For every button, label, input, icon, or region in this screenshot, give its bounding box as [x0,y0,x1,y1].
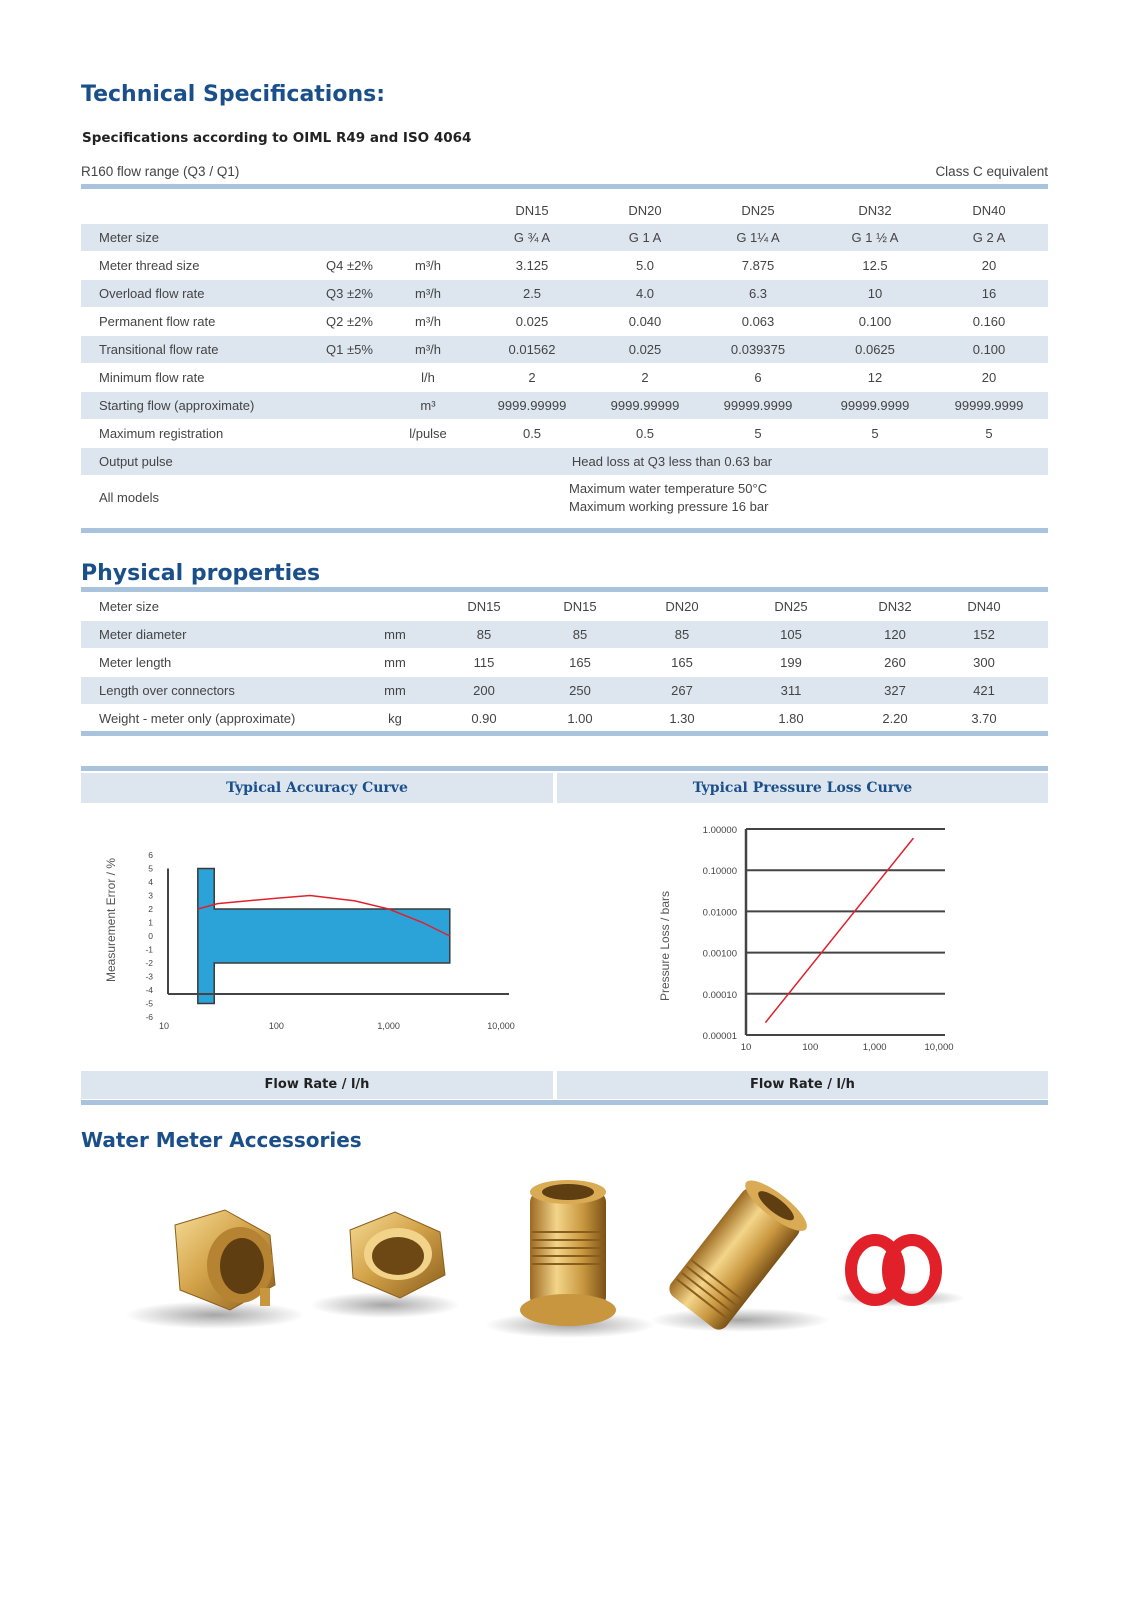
phys-cell: 85 [674,627,690,642]
spec-row-label: Minimum flow rate [99,370,205,385]
accuracy-y-tick: 4 [148,877,153,887]
spec-cell: G 1 ½ A [851,230,899,245]
pressure-x-tick: 1,000 [862,1042,887,1053]
phys-row-label: Length over connectors [99,683,235,698]
spec-row-label: Transitional flow rate [99,342,219,357]
spec-row-unit: m³/h [415,314,441,329]
accuracy-y-tick: -1 [145,944,153,955]
spec-cell: 16 [981,286,997,301]
max-temperature-note: Maximum water temperature 50°C [569,481,768,496]
meter-size-label: Meter size [99,599,159,614]
phys-col-header: DN15 [467,599,501,614]
spec-cell: 3.125 [515,258,549,273]
phys-cell: 1.00 [567,711,593,726]
col-header-dn32: DN32 [858,203,892,218]
accuracy-y-tick: -6 [145,1012,153,1022]
spec-row-label: Permanent flow rate [99,314,216,329]
spec-cell: 99999.9999 [723,398,793,413]
divider [81,587,1048,592]
phys-cell: 267 [671,683,693,698]
accuracy-x-tick: 10 [158,1021,170,1031]
phys-col-header: DN32 [878,599,912,614]
phys-cell: 120 [884,627,906,642]
phys-cell: 200 [473,683,495,698]
accuracy-x-tick: 100 [268,1021,284,1031]
phys-cell: 165 [671,655,693,670]
head-loss-note: Head loss at Q3 less than 0.63 bar [571,454,773,469]
spec-cell: 0.040 [628,314,662,329]
phys-col-header: DN25 [774,599,808,614]
spec-row-label: Overload flow rate [99,286,205,301]
spec-cell: G ¾ A [513,230,551,245]
accuracy-y-tick: 3 [148,890,153,901]
divider [81,731,1048,736]
phys-row-unit: mm [384,627,406,642]
accuracy-y-tick: -2 [145,958,153,968]
phys-cell: 250 [569,683,591,698]
accuracy-chart-title: Typical Accuracy Curve [81,773,553,803]
pressure-y-tick: 0.00100 [702,948,737,960]
phys-row-unit: kg [388,711,402,726]
pressure-chart-title: Typical Pressure Loss Curve [557,773,1048,803]
accuracy-y-tick: 6 [148,850,153,860]
spec-row [81,336,1048,363]
pressure-y-tick: 0.01000 [702,907,737,919]
spec-cell: 5 [871,426,879,441]
phys-cell: 199 [780,655,802,670]
phys-row-unit: mm [384,655,406,670]
spec-row-accuracy: Q1 ±5% [326,342,373,357]
red-washers-icon [835,1240,965,1307]
all-models-row [81,478,1048,522]
spec-row-unit: l/pulse [409,426,447,441]
spec-row-unit: m³ [420,398,436,413]
col-header-dn40: DN40 [972,203,1006,218]
spec-cell: 9999.99999 [497,398,567,413]
spec-cell: 2.5 [522,286,542,301]
section-title-accessories: Water Meter Accessories [81,1128,362,1152]
spec-cell: 99999.9999 [840,398,910,413]
spec-row [81,252,1048,279]
pressure-y-label: Pressure Loss / bars [658,890,672,1002]
pressure-curve [765,838,913,1023]
spec-row-label: Starting flow (approximate) [99,398,255,413]
phys-cell: 260 [884,655,906,670]
spec-cell: 0.025 [515,314,549,329]
pressure-x-label: Flow Rate / l/h [557,1071,1048,1099]
spec-cell: 0.063 [741,314,775,329]
phys-col-header: DN40 [967,599,1001,614]
section-title-physical-properties: Physical properties [81,561,321,586]
spec-cell: 20 [981,258,997,273]
phys-cell: 0.90 [471,711,497,726]
phys-cell: 85 [572,627,588,642]
phys-cell: 165 [569,655,591,670]
spec-cell: 0.5 [522,426,542,441]
accuracy-y-label: Measurement Error / % [104,857,118,983]
spec-row [81,392,1048,419]
spec-row-unit: m³/h [415,286,441,301]
output-pulse-label: Output pulse [99,454,173,469]
col-header-dn15: DN15 [515,203,549,218]
spec-row [81,364,1048,391]
col-header-dn20: DN20 [628,203,662,218]
hex-nut-icon [125,1210,305,1329]
divider [81,528,1048,533]
phys-cell: 421 [973,683,995,698]
phys-cell: 85 [476,627,492,642]
spec-cell: 0.0625 [855,342,895,357]
accuracy-chart [81,808,553,1066]
accuracy-x-label: Flow Rate / l/h [81,1071,553,1099]
spec-cell: 5.0 [635,258,655,273]
phys-cell: 105 [780,627,802,642]
phys-cell: 3.70 [971,711,997,726]
divider [81,766,1048,771]
phys-cell: 1.30 [669,711,695,726]
phys-row-label: Weight - meter only (approximate) [99,711,296,726]
spec-cell: 0.5 [635,426,655,441]
phys-row-unit: mm [384,683,406,698]
spec-row [81,280,1048,307]
pressure-x-tick: 10 [740,1042,752,1053]
spec-cell: 6.3 [748,286,768,301]
tailpiece-connector-icon [650,1173,830,1336]
spec-cell: 0.160 [972,314,1006,329]
accuracy-y-tick: -3 [145,971,153,982]
phys-row [81,621,1048,648]
phys-col-header: DN15 [563,599,597,614]
spec-cell: 20 [981,370,997,385]
spec-row-unit: l/h [421,370,435,385]
phys-cell: 1.80 [778,711,804,726]
spec-cell: 12 [867,370,883,385]
spec-cell: G 2 A [972,230,1006,245]
max-pressure-note: Maximum working pressure 16 bar [569,499,769,514]
threaded-connector-icon [485,1180,655,1338]
spec-cell: 9999.99999 [610,398,680,413]
phys-row-label: Meter length [99,655,172,670]
class-label: Class C equivalent [935,164,1048,179]
flange-nut-icon [310,1212,460,1318]
spec-cell: 6 [754,370,762,385]
spec-row-accuracy: Q3 ±2% [326,286,373,301]
flow-range-label: R160 flow range (Q3 / Q1) [81,164,240,179]
spec-cell: 99999.9999 [954,398,1024,413]
spec-cell: 5 [985,426,993,441]
pressure-x-tick: 100 [802,1042,819,1053]
spec-cell: 10 [867,286,883,301]
pressure-chart [557,808,1048,1066]
spec-cell: 5 [754,426,762,441]
pressure-x-tick: 10,000 [924,1042,954,1053]
spec-cell: 4.0 [635,286,655,301]
all-models-label: All models [99,490,159,505]
phys-cell: 300 [973,655,995,670]
spec-cell: 0.039375 [730,342,786,357]
phys-row [81,705,1048,732]
phys-row [81,649,1048,676]
pressure-y-tick: 0.00001 [702,1031,737,1042]
accuracy-y-tick: 5 [148,863,153,874]
spec-cell: 2 [528,370,536,385]
spec-row-label: Meter thread size [99,258,200,273]
phys-cell: 311 [780,683,802,698]
phys-header-row [81,593,1048,620]
pressure-y-tick: 1.00000 [702,825,737,836]
spec-row-label: Meter size [99,230,159,245]
spec-cell: G 1 A [628,230,662,245]
spec-row [81,420,1048,447]
accuracy-y-tick: 2 [148,904,153,914]
section-title-technical-specifications: Technical Specifications: [81,82,386,107]
phys-cell: 115 [473,655,495,670]
spec-row [81,308,1048,335]
pressure-y-tick: 0.00010 [702,989,737,1001]
accuracy-y-tick: 1 [148,917,153,928]
accuracy-x-tick: 10,000 [487,1021,515,1031]
accuracy-y-tick: 0 [148,931,153,941]
spec-cell: 0.025 [628,342,662,357]
phys-row [81,677,1048,704]
spec-cell: 2 [641,370,649,385]
spec-subtitle: Specifications according to OIML R49 and ISO 4064 [82,130,472,146]
accuracy-y-tick: -4 [145,985,153,995]
spec-row-accuracy: Q4 ±2% [326,258,373,273]
spec-row-accuracy: Q2 ±2% [326,314,373,329]
spec-cell: 12.5 [862,258,888,273]
accuracy-envelope [198,869,450,1004]
spec-header-row [81,197,1048,224]
accuracy-x-tick: 1,000 [377,1021,400,1031]
accuracy-y-tick: -5 [145,998,153,1009]
phys-col-header: DN20 [665,599,699,614]
phys-row-label: Meter diameter [99,627,187,642]
phys-cell: 152 [973,627,995,642]
spec-cell: 0.01562 [508,342,556,357]
phys-cell: 327 [884,683,906,698]
col-header-dn25: DN25 [741,203,775,218]
spec-cell: 0.100 [972,342,1006,357]
spec-cell: G 1¼ A [736,230,780,245]
spec-row-unit: m³/h [415,258,441,273]
pressure-y-tick: 0.10000 [702,866,737,878]
spec-row-unit: m³/h [415,342,441,357]
phys-cell: 2.20 [882,711,908,726]
divider [81,1100,1048,1105]
output-pulse-row [81,448,1048,475]
spec-cell: 7.875 [741,258,775,273]
spec-cell: 0.100 [858,314,892,329]
divider [81,184,1048,189]
spec-row [81,224,1048,251]
spec-row-label: Maximum registration [99,426,224,441]
accessories-gallery [100,1170,980,1360]
